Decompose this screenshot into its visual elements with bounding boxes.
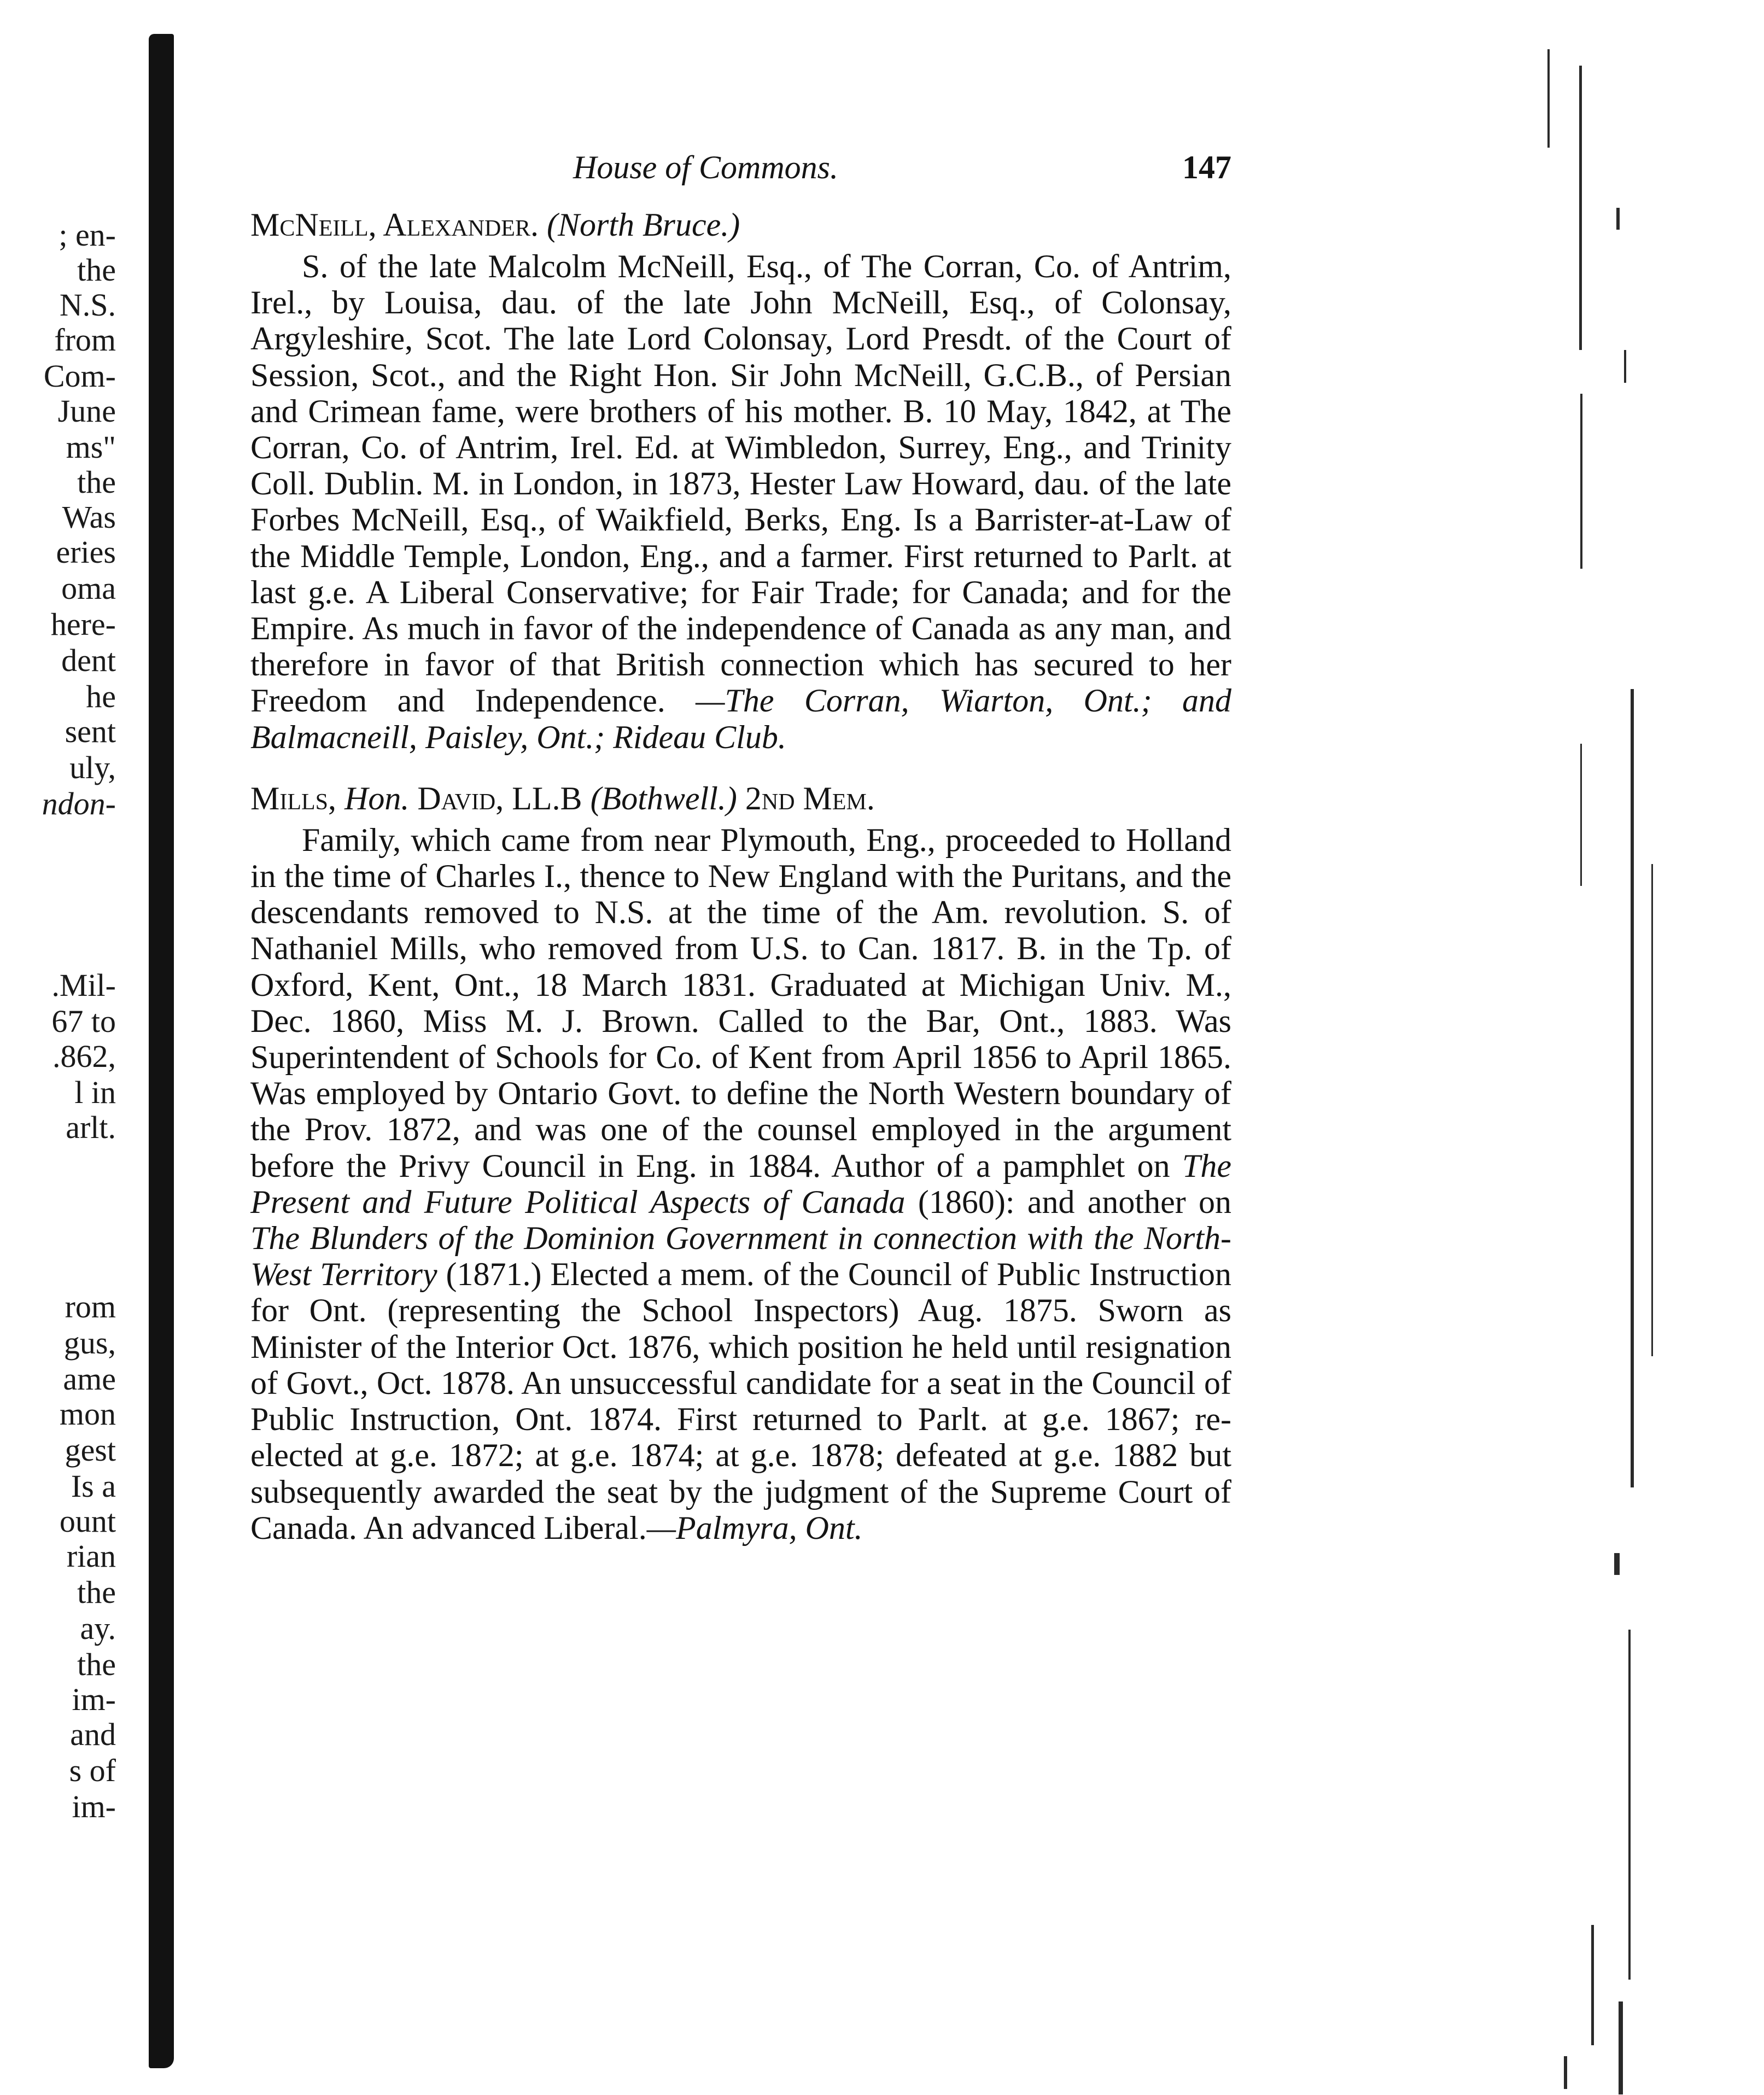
fragment-line: uly, (69, 750, 116, 785)
fragment-line: dent (61, 643, 116, 678)
fragment-line: N.S. (59, 287, 116, 323)
fragment-line: im- (72, 1682, 116, 1717)
entry-title: Hon. (344, 780, 410, 816)
fragment-line: Is a (71, 1468, 116, 1504)
fragment-line: s of (69, 1753, 116, 1788)
fragment-line: im- (72, 1789, 116, 1824)
entry-riding: (North Bruce.) (546, 207, 740, 243)
entry-name: McNeill, Alexander. (250, 207, 539, 243)
fragment-line: ount (59, 1503, 116, 1539)
entry-heading (250, 779, 1231, 818)
fragment-line: mon (59, 1396, 116, 1432)
running-head (250, 149, 1231, 195)
fragment-line: the (77, 252, 116, 288)
fragment-line: ; en- (59, 217, 116, 253)
fragment-line: ay. (80, 1610, 116, 1646)
fragment-line: ame (63, 1361, 116, 1397)
fragment-line: and (70, 1717, 116, 1752)
running-title: House of Commons. (573, 149, 839, 185)
entry-mills (250, 779, 1231, 1546)
publication-title: The Blunders of the Dominion Government in connection with the North-West Territory (250, 1220, 1231, 1293)
binding-shadow (149, 34, 174, 2068)
biography-text: (1871.) Elected a mem. of the Council of Public Instruction for Ont. (representing the School Inspectors) Aug. 1875. Sworn as Minister of the Interior Oct. 1876, which position he held until resignation of Govt., Oct. 1878. An unsuccessful candidate for a seat in the Council of Public Instruction, Ont. 1874. First returned to Parlt. at g.e. 1867; re-elected at g.e. 1872; at g.e. 1874; at g.e. 1878; defeated at g.e. 1882 but subsequently awarded the seat by the judgment of the Supreme Court of Canada. An advanced Liberal. (250, 1256, 1231, 1546)
fragment-line: the (77, 1574, 116, 1610)
fragment-line: rom (65, 1289, 116, 1324)
fragment-line: here- (50, 606, 116, 642)
entry-name-rest: David, LL.B (417, 780, 582, 816)
entry-address: —Palmyra, Ont. (646, 1509, 863, 1546)
fragment-line: eries (56, 534, 116, 570)
biography-text: S. of the late Malcolm McNeill, Esq., of The Corran, Co. of Antrim, Irel., by Louisa, dau. of the late John McNeill, Esq., of Colonsay, Argyleshire, Scot. The late Lord Colonsay, Lord Presdt. of the Court of Session, Scot., and the Right Hon. Sir John McNeill, G.C.B., of Persian and Crimean fame, were brothers of his mother. B. 10 May, 1842, at The Corran, Co. of Antrim, Irel. Ed. at Wimbledon, Surrey, Eng., and Trinity Coll. Dublin. M. in London, in 1873, Hester Law Howard, dau. of the late Forbes McNeill, Esq., of Waikfield, Berks, Eng. Is a Barrister-at-Law of the Middle Temple, London, Eng., and a farmer. First returned to Parlt. at last g.e. A Liberal Conservative; for Fair Trade; for Canada; and for the Empire. As much in favor of the independence of Canada as any man, and therefore in favor of that British connection which has secured to her Freedom and Independence. (250, 248, 1231, 719)
scan-edge-noise (1487, 44, 1761, 2094)
entry-biography (250, 822, 1231, 1546)
entry-address: —The Corran, Wiarton, Ont.; and Balmacneill, Paisley, Ont.; Rideau Club. (250, 682, 1232, 755)
fragment-line: 67 to (51, 1003, 116, 1039)
fragment-line: he (86, 679, 116, 714)
fragment-line: ndon- (42, 786, 116, 821)
fragment-line: June (57, 393, 116, 429)
fragment-line: oma (61, 570, 116, 606)
fragment-line: from (54, 322, 116, 358)
fragment-line: .Mil- (51, 967, 116, 1003)
page-number: 147 (1182, 149, 1231, 185)
entry-name: Mills, (250, 780, 337, 816)
fragment-line: arlt. (66, 1110, 116, 1145)
fragment-line: sent (65, 714, 116, 749)
entry-biography (250, 248, 1231, 755)
biography-text: (1860): and another on (918, 1183, 1231, 1220)
entry-member-note: 2nd Mem. (745, 780, 875, 816)
fragment-line: gest (65, 1432, 116, 1468)
left-page-fragments (0, 0, 137, 2095)
text-column (250, 149, 1231, 1546)
fragment-line: ms" (66, 429, 116, 465)
entry-heading (250, 206, 1231, 244)
fragment-line: rian (66, 1538, 116, 1574)
fragment-line: Was (62, 499, 116, 535)
entry-riding: (Bothwell.) (590, 780, 737, 816)
publication-title: The Present and Future Political Aspects of Canada (250, 1147, 1232, 1220)
fragment-line: Com- (43, 358, 116, 394)
biography-text: Family, which came from near Plymouth, Eng., proceeded to Holland in the time of Charles I., thence to New England with the Puritans, and the descendants removed to N.S. at the time of the Am. revolution. S. of Nathaniel Mills, who removed from U.S. to Can. 1817. B. in the Tp. of Oxford, Kent, Ont., 18 March 1831. Graduated at Michigan Univ. M., Dec. 1860, Miss M. J. Brown. Called to the Bar, Ont., 1883. Was Superintendent of Schools for Co. of Kent from April 1856 to April 1865. Was employed by Ontario Govt. to define the North Western boundary of the Prov. 1872, and was one of the counsel employed in the argument before the Privy Council in Eng. in 1884. Author of a pamphlet on (250, 821, 1231, 1184)
fragment-line: l in (74, 1075, 116, 1110)
fragment-line: .862, (52, 1038, 116, 1074)
fragment-line: gus, (63, 1325, 116, 1361)
fragment-line: the (77, 464, 116, 500)
entry-mcneill (250, 206, 1231, 755)
fragment-line: the (77, 1647, 116, 1682)
